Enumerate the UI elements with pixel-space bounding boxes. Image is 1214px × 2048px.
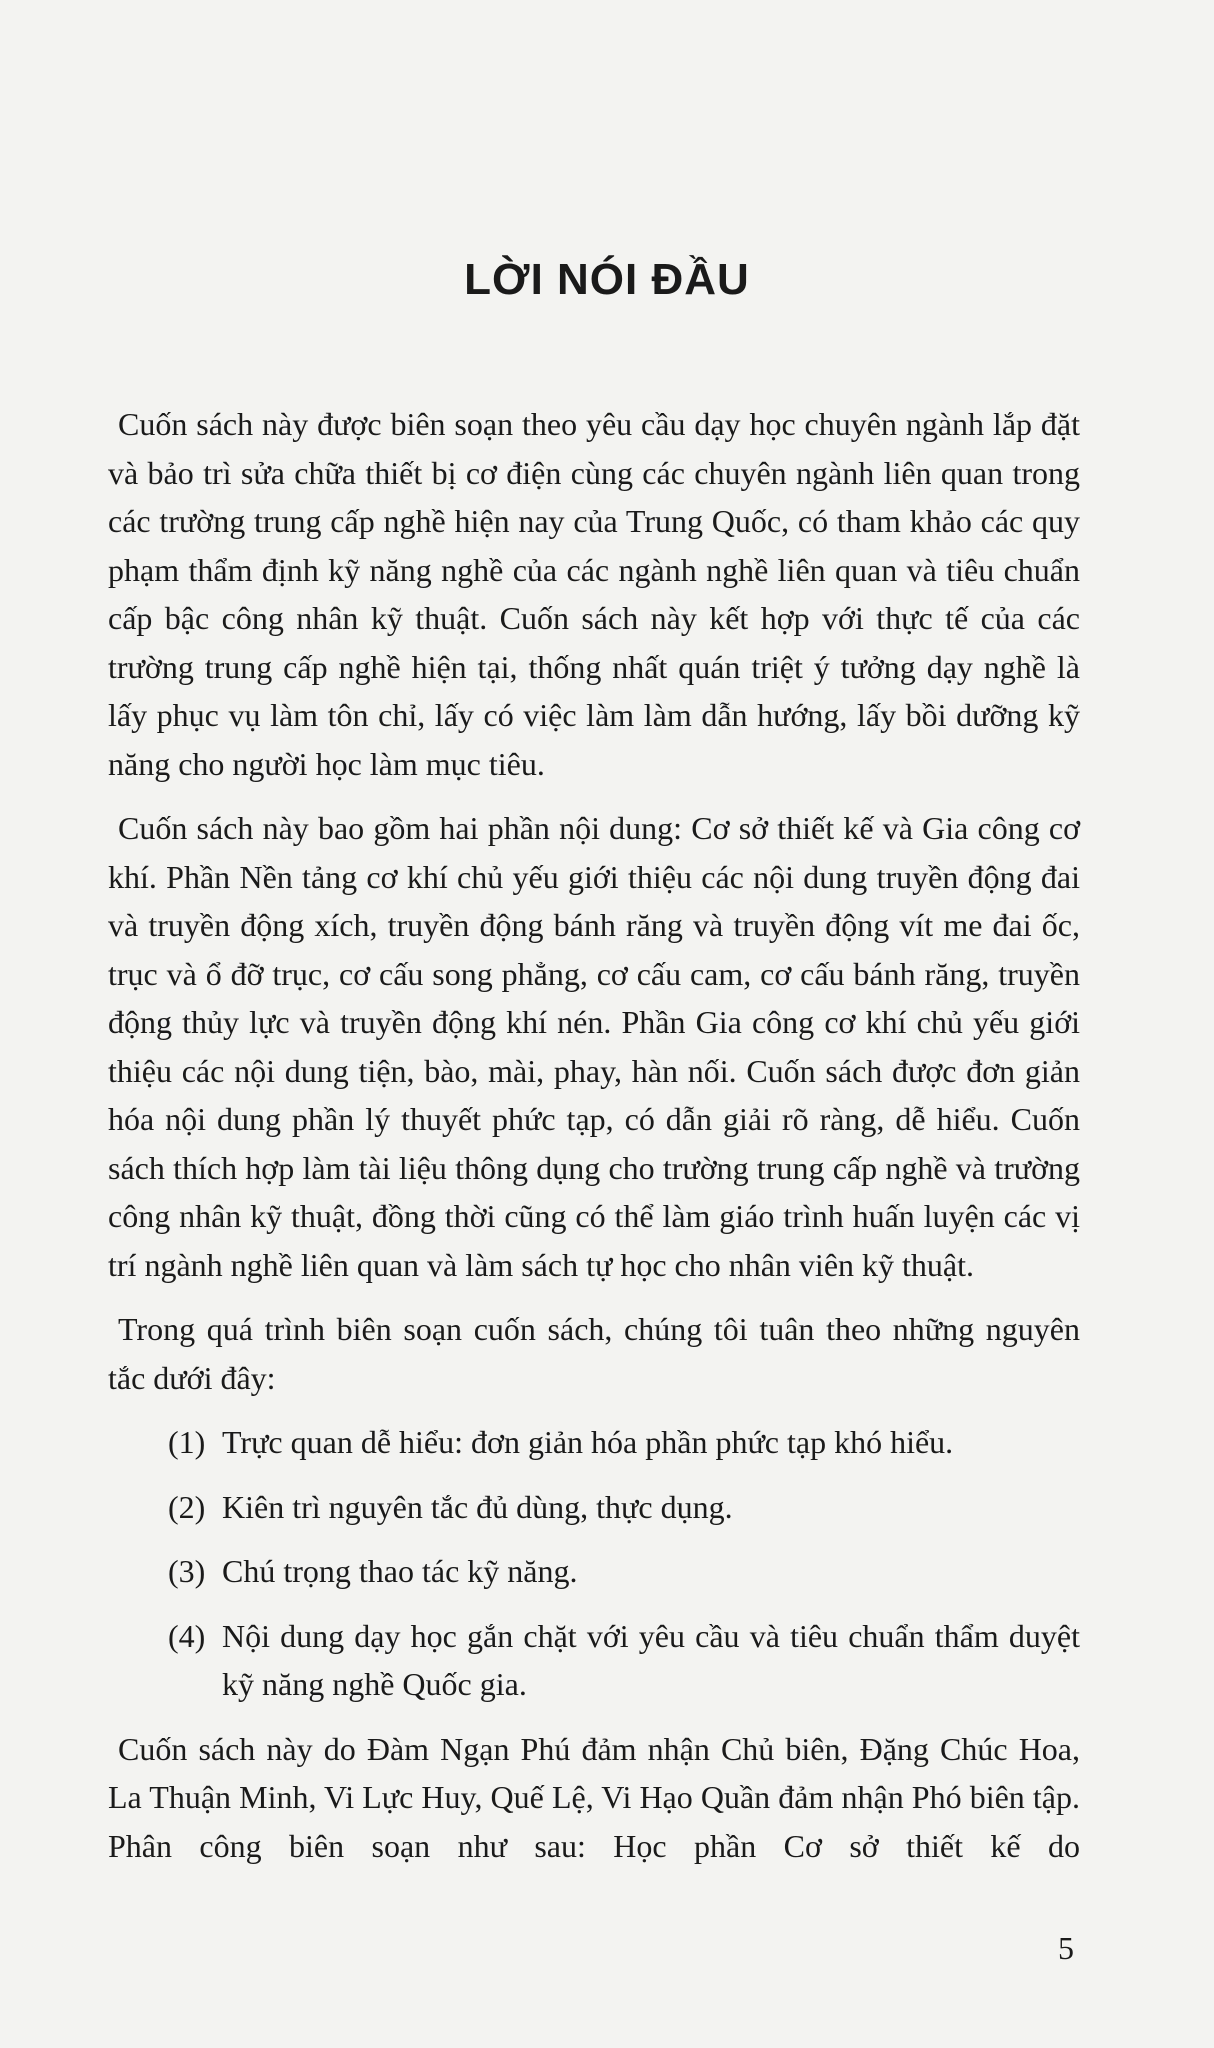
list-item bbox=[108, 1547, 1080, 1596]
paragraph-editors: Cuốn sách này do Đàm Ngạn Phú đảm nhận Chủ biên, Đặng Chúc Hoa, La Thuận Minh, Vi Lực Huy, Quế Lệ, Vi Hạo Quần đảm nhận Phó biên tập. Phân công biên soạn như sau: Học phần Cơ sở thiết kế do bbox=[108, 1730, 1080, 1864]
list-item bbox=[108, 1612, 1080, 1709]
paragraph-principles-intro: Trong quá trình biên soạn cuốn sách, chúng tôi tuân theo những nguyên tắc dưới đây: bbox=[108, 1311, 1080, 1396]
list-item-text: Chú trọng thao tác kỹ năng. bbox=[222, 1553, 578, 1589]
page-number: 5 bbox=[1058, 1930, 1074, 1966]
list-item-number: (1) bbox=[168, 1424, 206, 1460]
list-item-number: (4) bbox=[168, 1617, 206, 1654]
list-item-text: Nội dung dạy học gắn chặt với yêu cầu và tiêu chuẩn thẩm duyệt kỹ năng nghề Quốc gia. bbox=[222, 1617, 1080, 1702]
paragraph-contents: Cuốn sách này bao gồm hai phần nội dung: Cơ sở thiết kế và Gia công cơ khí. Phần Nền tảng cơ khí chủ yếu giới thiệu các nội dung truyền động đai và truyền động xích, truyền động bánh răng và truyền động vít me đai ốc, trục và ổ đỡ trục, cơ cấu song phẳng, cơ cấu cam, cơ cấu bánh răng, truyền động thủy lực và truyền động khí nén. Phần Gia công cơ khí chủ yếu giới thiệu các nội dung tiện, bào, mài, phay, hàn nối. Cuốn sách được đơn giản hóa nội dung phần lý thuyết phức tạp, có dẫn giải rõ ràng, dễ hiểu. Cuốn sách thích hợp làm tài liệu thông dụng cho trường trung cấp nghề và trường công nhân kỹ thuật, đồng thời cũng có thể làm giáo trình huấn luyện các vị trí ngành nghề liên quan và làm sách tự học cho nhân viên kỹ thuật. bbox=[108, 810, 1080, 1283]
list-item-number: (2) bbox=[168, 1488, 206, 1525]
body-text bbox=[108, 400, 1080, 1886]
paragraph-intro: Cuốn sách này được biên soạn theo yêu cầu dạy học chuyên ngành lắp đặt và bảo trì sửa chữa thiết bị cơ điện cùng các chuyên ngành liên quan trong các trường trung cấp nghề hiện nay của Trung Quốc, có tham khảo các quy phạm thẩm định kỹ năng nghề của các ngành nghề liên quan và tiêu chuẩn cấp bậc công nhân kỹ thuật. Cuốn sách này kết hợp với thực tế của các trường trung cấp nghề hiện tại, thống nhất quán triệt ý tưởng dạy nghề là lấy phục vụ làm tôn chỉ, lấy có việc làm làm dẫn hướng, lấy bồi dưỡng kỹ năng cho người học làm mục tiêu. bbox=[108, 406, 1080, 782]
list-item-text: Trực quan dễ hiểu: đơn giản hóa phần phức tạp khó hiểu. bbox=[222, 1424, 954, 1460]
list-item-number: (3) bbox=[168, 1553, 206, 1589]
list-item bbox=[108, 1418, 1080, 1467]
list-item bbox=[108, 1483, 1080, 1532]
principles-list bbox=[108, 1418, 1080, 1709]
list-item-text: Kiên trì nguyên tắc đủ dùng, thực dụng. bbox=[222, 1488, 733, 1525]
page-title: LỜI NÓI ĐẦU bbox=[464, 255, 750, 304]
